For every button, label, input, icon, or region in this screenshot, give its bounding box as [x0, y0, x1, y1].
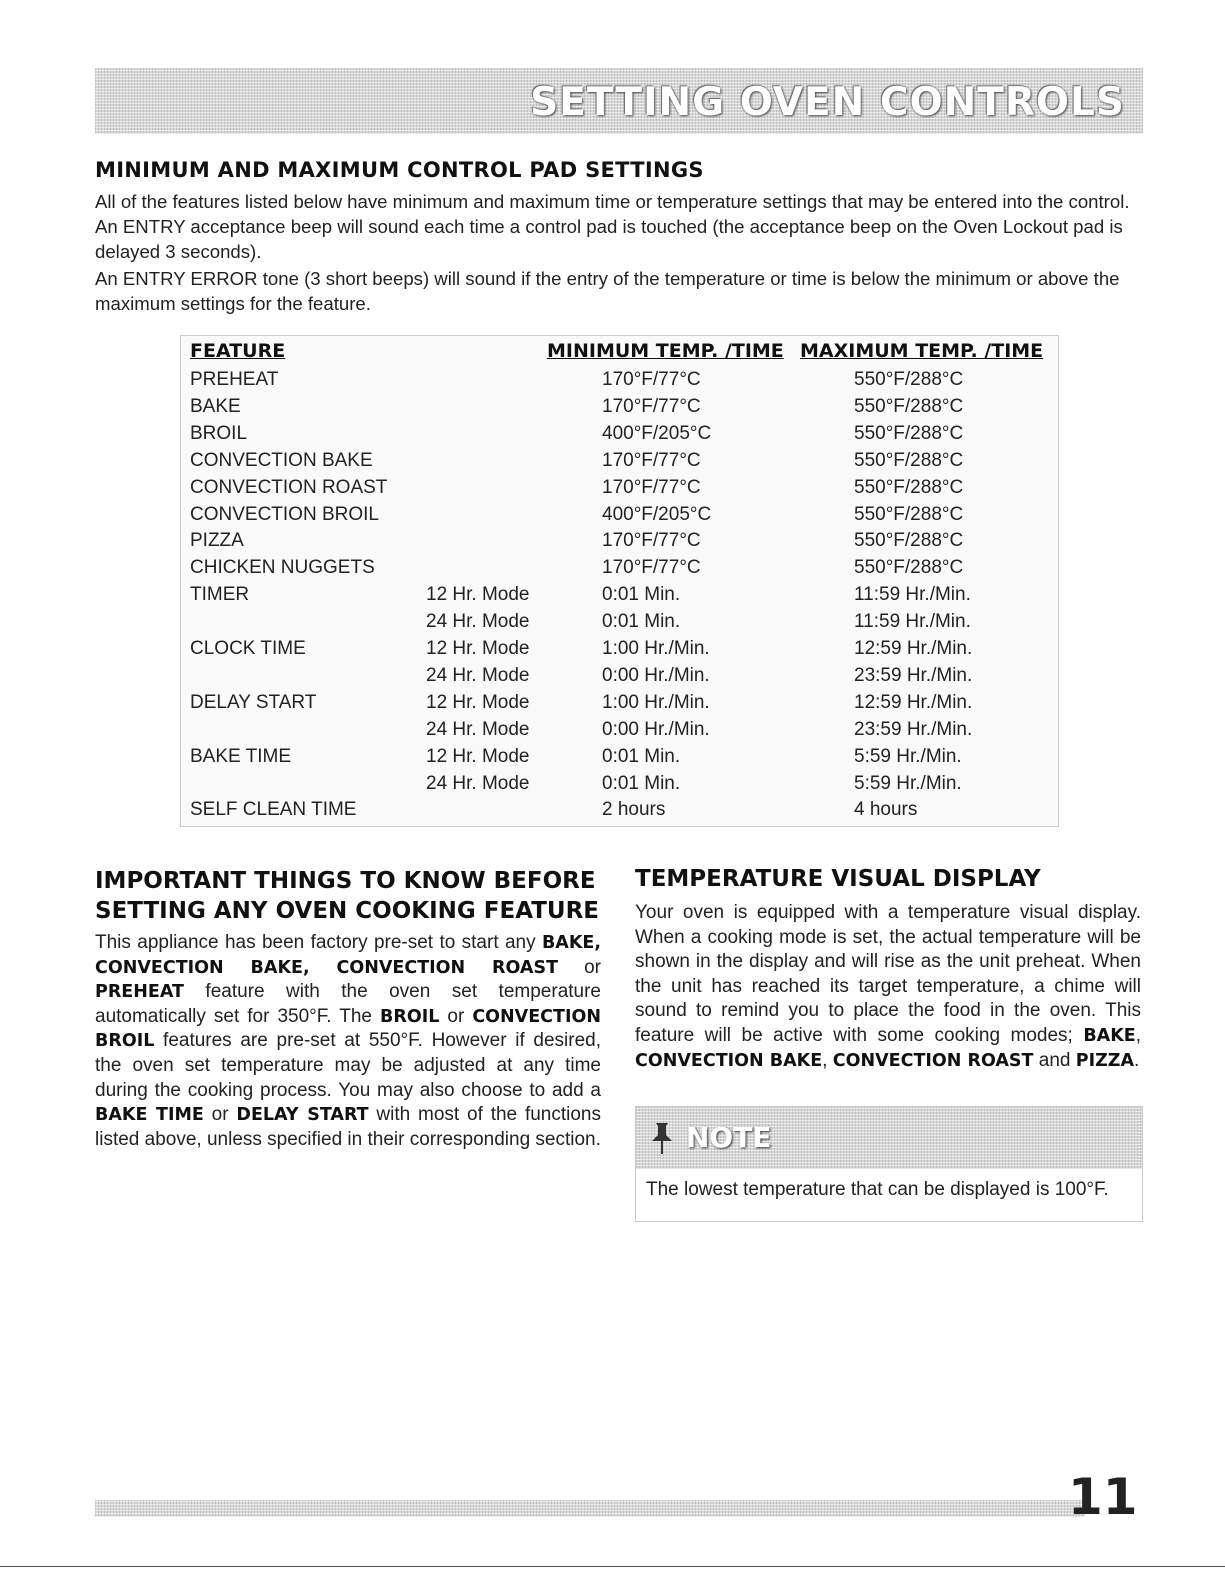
feature-cell: CHICKEN NUGGETS [190, 557, 375, 579]
feature-cell: CLOCK TIME [190, 638, 306, 659]
max-value-cell: 550°F/288°C [854, 369, 964, 390]
feature-cell: CONVECTION ROAST [190, 476, 388, 498]
note-header [636, 1107, 1142, 1169]
text-run: or [558, 956, 601, 978]
settings-table [180, 335, 1059, 827]
min-value-cell: 1:00 Hr./Min. [602, 638, 710, 659]
note-box [635, 1106, 1143, 1222]
table-row [181, 420, 1058, 447]
keyword: BAKE, CONVECTION BAKE, CONVECTION ROAST [95, 933, 601, 978]
keyword: DELAY START [236, 1105, 369, 1126]
max-value-cell: 550°F/288°C [854, 422, 964, 444]
max-value-cell: 23:59 Hr./Min. [854, 664, 973, 686]
max-value-cell: 12:59 Hr./Min. [854, 691, 973, 713]
min-value-cell: 0:01 Min. [602, 745, 681, 767]
note-text: The lowest temperature that can be displayed is 100°F. [646, 1179, 1109, 1200]
text-run: . [1134, 1049, 1140, 1071]
min-value-cell: 2 hours [602, 799, 666, 821]
section-heading-temperature-display: TEMPERATURE VISUAL DISPLAY [635, 866, 1041, 892]
table-row [181, 554, 1058, 581]
text-run: This appliance has been factory pre-set to start any [95, 932, 542, 953]
bottom-rule [0, 1566, 1225, 1567]
table-row [181, 527, 1058, 554]
feature-cell: SELF CLEAN TIME [190, 799, 357, 821]
paragraph-entry-error: An ENTRY ERROR tone (3 short beeps) will sound if the entry of the temperature or time is below the minimum or above the maximum settings for the feature. [95, 268, 1120, 314]
section-heading-control-pad-settings: MINIMUM AND MAXIMUM CONTROL PAD SETTINGS [95, 158, 704, 182]
note-title: NOTE [686, 1121, 772, 1154]
keyword: CONVECTION ROAST [832, 1050, 1034, 1071]
feature-cell: TIMER [190, 584, 250, 606]
table-row [181, 716, 1058, 743]
text-run: with most of the functions listed above, unless specified in their corresponding section. [95, 1104, 601, 1150]
text-run: features are pre-set at 550°F. However if desired, the oven set temperature may be adjusted at any time during the cooking process. You may also choose to add a [95, 1030, 601, 1101]
page-title: SETTING OVEN CONTROLS [530, 80, 1125, 125]
table-row [181, 501, 1058, 528]
mode-cell: 24 Hr. Mode [426, 664, 530, 686]
table-row [181, 447, 1058, 474]
feature-cell: BROIL [190, 422, 248, 444]
max-value-cell: 5:59 Hr./Min. [854, 745, 962, 767]
table-row [181, 366, 1058, 393]
table-row [181, 474, 1058, 501]
keyword: BAKE [1083, 1025, 1136, 1046]
table-row [181, 796, 1058, 823]
table-row [181, 581, 1058, 608]
keyword: CONVECTION BAKE [635, 1050, 823, 1071]
table-row [181, 689, 1058, 716]
text-run: or [439, 1005, 473, 1027]
min-value-cell: 170°F/77°C [602, 449, 701, 471]
max-value-cell: 23:59 Hr./Min. [854, 718, 973, 740]
header-bar [95, 68, 1143, 134]
page-number: 11 [1068, 1468, 1138, 1526]
table-header-feature: FEATURE [190, 340, 286, 362]
max-value-cell: 550°F/288°C [854, 449, 964, 471]
section-heading-important-things: IMPORTANT THINGS TO KNOW BEFORE SETTING ANY OVEN COOKING FEATURE [95, 868, 600, 924]
feature-cell: BAKE TIME [190, 745, 292, 767]
min-value-cell: 0:00 Hr./Min. [602, 718, 710, 740]
min-value-cell: 170°F/77°C [602, 530, 701, 552]
min-value-cell: 0:01 Min. [602, 584, 681, 606]
feature-cell: DELAY START [190, 691, 317, 713]
pushpin-icon [648, 1121, 676, 1155]
min-value-cell: 400°F/205°C [602, 503, 712, 525]
max-value-cell: 4 hours [854, 799, 918, 821]
max-value-cell: 550°F/288°C [854, 557, 964, 579]
min-value-cell: 0:01 Min. [602, 611, 681, 633]
min-value-cell: 170°F/77°C [602, 476, 701, 498]
mode-cell: 12 Hr. Mode [426, 584, 530, 606]
table-header-max: MAXIMUM TEMP. /TIME [800, 340, 1044, 362]
text-run: and [1033, 1049, 1076, 1071]
keyword: BROIL [380, 1006, 440, 1027]
keyword: PREHEAT [95, 982, 184, 1003]
keyword: PIZZA [1075, 1050, 1135, 1071]
text-run: , [1135, 1024, 1141, 1046]
text-run: or [203, 1104, 237, 1126]
max-value-cell: 12:59 Hr./Min. [854, 638, 973, 659]
feature-cell: PIZZA [190, 530, 244, 552]
mode-cell: 12 Hr. Mode [426, 745, 530, 767]
table-row [181, 743, 1058, 770]
keyword: BAKE TIME [95, 1105, 204, 1126]
table-row [181, 770, 1058, 797]
mode-cell: 24 Hr. Mode [426, 718, 530, 740]
feature-cell: CONVECTION BROIL [190, 503, 379, 525]
keyword: CONVECTION BROIL [95, 1006, 601, 1052]
table-row [181, 662, 1058, 689]
min-value-cell: 1:00 Hr./Min. [602, 691, 710, 713]
mode-cell: 12 Hr. Mode [426, 691, 530, 713]
table-row [181, 393, 1058, 420]
min-value-cell: 400°F/205°C [602, 422, 712, 444]
min-value-cell: 170°F/77°C [602, 369, 701, 390]
min-value-cell: 0:01 Min. [602, 772, 681, 794]
max-value-cell: 11:59 Hr./Min. [854, 584, 971, 606]
max-value-cell: 5:59 Hr./Min. [854, 772, 962, 794]
min-value-cell: 170°F/77°C [602, 395, 701, 417]
footer-bar [95, 1500, 1085, 1517]
max-value-cell: 11:59 Hr./Min. [854, 611, 971, 633]
paragraph-temperature-display [635, 901, 1141, 1073]
paragraph-factory-preset [95, 931, 601, 1152]
max-value-cell: 550°F/288°C [854, 530, 964, 552]
min-value-cell: 170°F/77°C [602, 557, 701, 579]
paragraph-entry-beep: All of the features listed below have minimum and maximum time or temperature settings that may be entered into the control. An ENTRY acceptance beep will sound each time a control pad is touched (the acceptance beep on the Oven Lockout pad is delayed 3 seconds). [95, 191, 1130, 262]
text-run: , [822, 1049, 833, 1071]
text-run: feature with the oven set temperature automatically set for 350°F. The [95, 981, 601, 1027]
table-row [181, 608, 1058, 635]
max-value-cell: 550°F/288°C [854, 503, 964, 525]
max-value-cell: 550°F/288°C [854, 395, 964, 417]
mode-cell: 24 Hr. Mode [426, 611, 530, 633]
feature-cell: CONVECTION BAKE [190, 449, 373, 471]
mode-cell: 12 Hr. Mode [426, 638, 530, 659]
text-run: Your oven is equipped with a temperature visual display. When a cooking mode is set, the actual temperature will be shown in the display and will rise as the unit preheat. When the unit has reached its target temperature, a chime will sound to remind you to place the food in the oven. This feature will be active with some cooking modes; [635, 902, 1141, 1046]
mode-cell: 24 Hr. Mode [426, 772, 530, 794]
feature-cell: BAKE [190, 395, 241, 417]
table-row [181, 635, 1058, 662]
feature-cell: PREHEAT [190, 369, 279, 390]
max-value-cell: 550°F/288°C [854, 476, 964, 498]
min-value-cell: 0:00 Hr./Min. [602, 664, 710, 686]
table-header-min: MINIMUM TEMP. /TIME [547, 340, 784, 362]
